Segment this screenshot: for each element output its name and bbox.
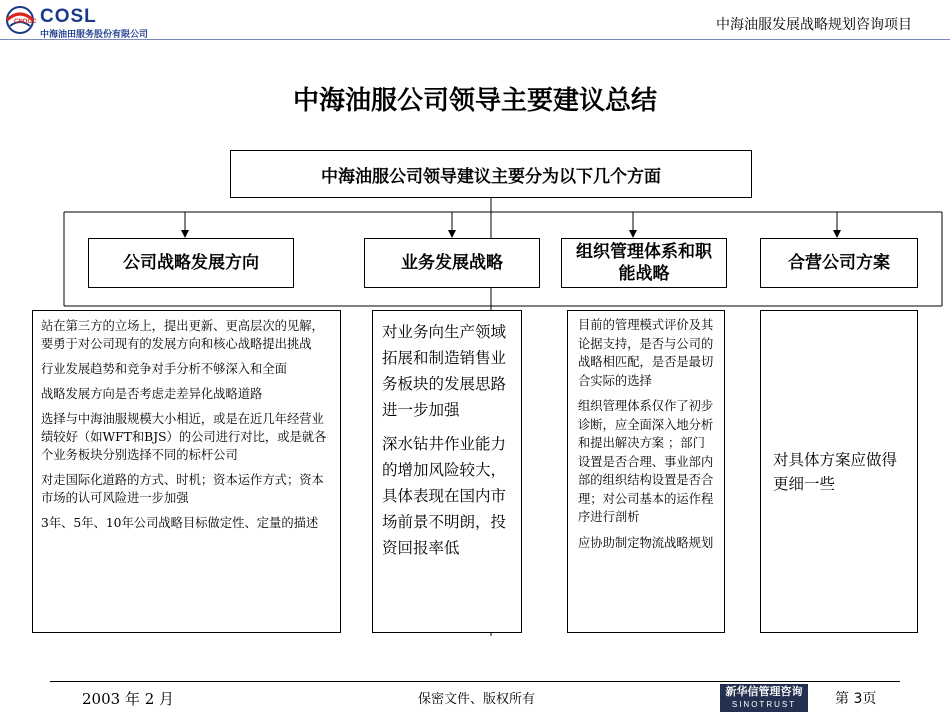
list-item: 对具体方案应做得更细一些: [773, 450, 898, 493]
list-item: 3年、5年、10年公司战略目标做定性、定量的描述: [41, 516, 319, 530]
logo-text: COSL: [40, 6, 97, 27]
summary-box: 中海油服公司领导建议主要分为以下几个方面: [230, 150, 752, 198]
sinotrust-logo-cn: 新华信管理咨询: [725, 685, 803, 698]
content-organization-strategy: [567, 310, 725, 633]
heading-organization-strategy: 组织管理体系和职能战略: [561, 238, 727, 288]
list-item: 目前的管理模式评价及其论据支持，是否与公司的战略相匹配，是否是最切合实际的选择: [578, 318, 714, 388]
heading-business-strategy: 业务发展战略: [364, 238, 540, 288]
svg-text:CNOOC: CNOOC: [14, 19, 37, 25]
list-item: 站在第三方的立场上，提出更新、更高层次的见解，要勇于对公司现有的发展方向和核心战略提出挑战: [41, 319, 324, 351]
content-jv-plan: [760, 310, 918, 633]
heading-strategy-direction: 公司战略发展方向: [88, 238, 294, 288]
list-item: 对业务向生产领域拓展和制造销售业务板块的发展思路进一步加强: [382, 323, 507, 419]
footer-divider: [50, 681, 900, 682]
list-item: 行业发展趋势和竞争对手分析不够深入和全面: [41, 362, 287, 376]
list-item: 组织管理体系仅作了初步诊断，应全面深入地分析和提出解决方案 ；部门设置是否合理、事业部内部的组织结构设置是否合理；对公司基本的运作程序进行剖析: [578, 399, 714, 524]
list-item: 对走国际化道路的方式、时机；资本运作方式；资本市场的认可风险进一步加强: [41, 473, 324, 505]
project-name: 中海油服发展战略规划咨询项目: [716, 17, 912, 33]
list-item: 选择与中海油服规模大小相近，或是在近几年经营业绩较好（如WFT和BJS）的公司进行对比，或是就各个业务板块分别选择不同的标杆公司: [41, 412, 327, 462]
sinotrust-logo: [720, 684, 808, 712]
page-number: 第 3页: [835, 691, 877, 707]
content-strategy-direction: [32, 310, 341, 633]
page-title: 中海油服公司领导主要建议总结: [292, 86, 657, 116]
list-item: 应协助制定物流战略规划: [578, 535, 714, 550]
list-item: 深水钻井作业能力的增加风险较大，具体表现在国内市场前景不明朗，投资回报率低: [382, 435, 507, 557]
list-item: 战略发展方向是否考虑走差异化战略道路: [41, 387, 263, 401]
footer-confidential: 保密文件、版权所有: [418, 692, 536, 707]
content-business-strategy: [372, 310, 522, 633]
footer-date: 2003 年 2 月: [82, 690, 175, 708]
company-name: 中海油田服务股份有限公司: [40, 30, 149, 40]
heading-jv-plan: 合营公司方案: [760, 238, 918, 288]
sinotrust-logo-en: SINOTRUST: [731, 700, 797, 709]
